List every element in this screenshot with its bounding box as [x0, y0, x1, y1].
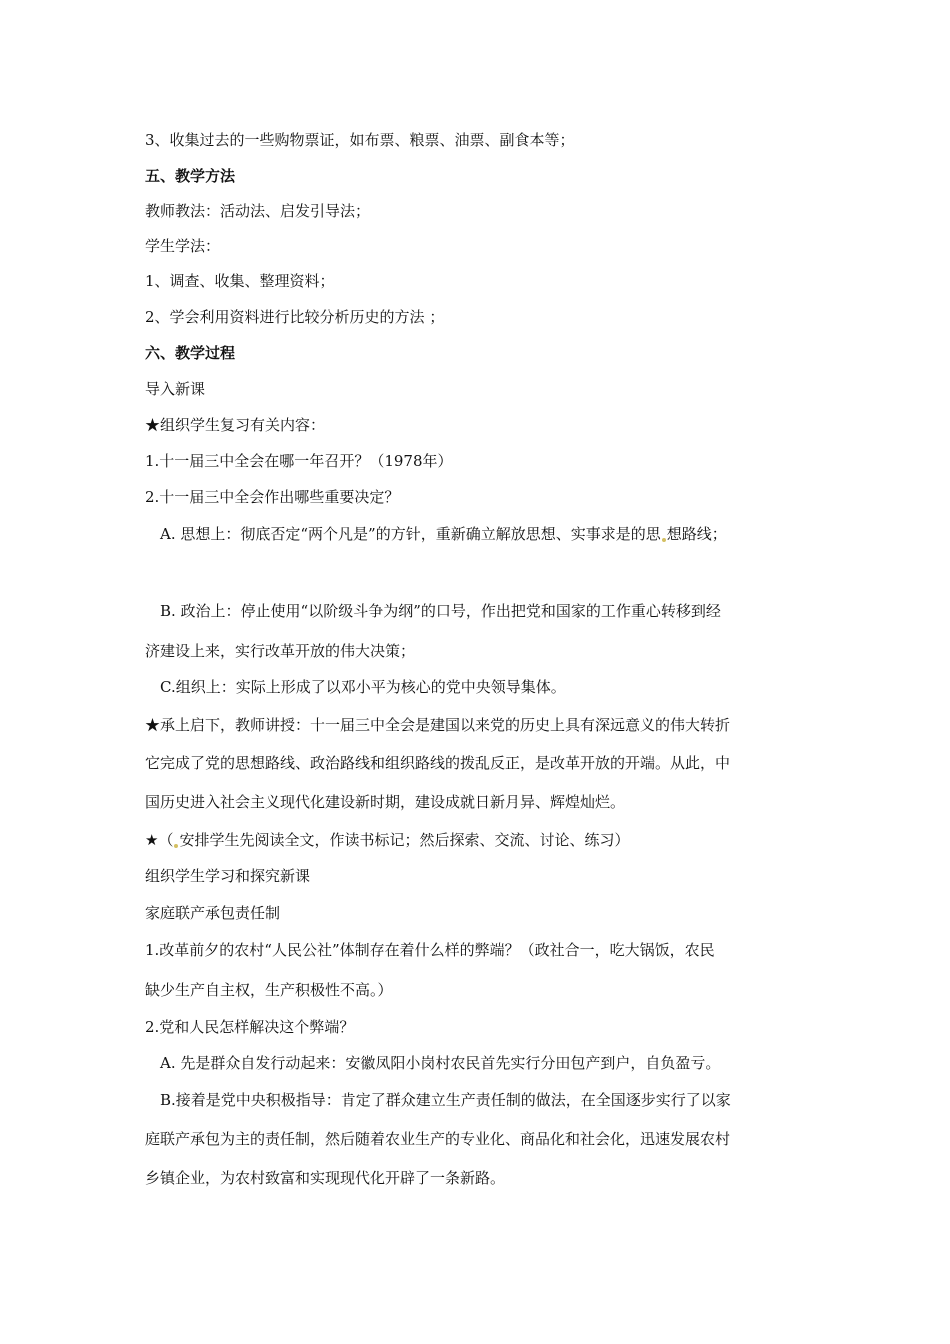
answer-b-cont-2: 乡镇企业，为农村致富和实现现代化开辟了一条新路。	[145, 1169, 506, 1187]
decision-a-text-end: 想路线；	[666, 525, 727, 543]
decision-a	[160, 524, 727, 544]
question-2: 2.十一届三中全会作出哪些重要决定？	[145, 488, 400, 506]
activity-note-star: ★（	[145, 831, 174, 849]
new-lesson-heading: 组织学生学习和探究新课	[145, 867, 311, 885]
transition-para: ★承上启下，教师讲授：十一届三中全会是建国以来党的历史上具有深远意义的伟大转折	[145, 716, 731, 734]
lesson-question-1-cont: 缺少生产自主权，生产积极性不高。）	[145, 981, 393, 999]
ink-dot-mark	[174, 844, 178, 848]
answer-b: B.接着是党中央积极指导：肯定了群众建立生产责任制的做法，在全国逐步实行了以家	[160, 1091, 731, 1109]
prep-item-3: 3、收集过去的一些购物票证，如布票、粮票、油票、副食本等；	[145, 131, 575, 149]
transition-para-2: 它完成了党的思想路线、政治路线和组织路线的拨乱反正，是改革开放的开端。从此，中	[145, 754, 731, 772]
decision-b-cont: 济建设上来，实行改革开放的伟大决策；	[145, 642, 416, 660]
decision-a-text: A. 思想上：彻底否定“两个凡是”的方针，重新确立解放思想、实事求是的思	[160, 525, 661, 543]
topic-heading: 家庭联产承包责任制	[145, 904, 281, 922]
lesson-question-2: 2.党和人民怎样解决这个弊端？	[145, 1018, 355, 1036]
teacher-method: 教师教法：活动法、启发引导法；	[145, 202, 371, 220]
student-method-1: 1、调查、收集、整理资料；	[145, 272, 335, 290]
ink-dot-mark	[662, 538, 666, 542]
answer-a: A. 先是群众自发行动起来：安徽凤阳小岗村农民首先实行分田包产到户，自负盈亏。	[160, 1054, 721, 1072]
review-prompt: ★组织学生复习有关内容：	[145, 416, 326, 434]
section-heading-process: 六、教学过程	[145, 344, 236, 362]
question-1: 1.十一届三中全会在哪一年召开？（1978年）	[145, 452, 453, 470]
transition-para-3: 国历史进入社会主义现代化建设新时期，建设成就日新月异、辉煌灿烂。	[145, 793, 626, 811]
intro-heading: 导入新课	[145, 380, 206, 398]
decision-b: B. 政治上：停止使用“以阶级斗争为纲”的口号，作出把党和国家的工作重心转移到经	[160, 602, 721, 620]
section-heading-methods: 五、教学方法	[145, 167, 236, 185]
activity-note	[145, 830, 629, 850]
lesson-question-1: 1.改革前夕的农村“人民公社”体制存在着什么样的弊端？（政社合一，吃大锅饭，农民	[145, 941, 715, 959]
student-method-label: 学生学法：	[145, 237, 221, 255]
answer-b-cont: 庭联产承包为主的责任制，然后随着农业生产的专业化、商品化和社会化，迅速发展农村	[145, 1130, 731, 1148]
student-method-2: 2、学会利用资料进行比较分析历史的方法 ；	[145, 308, 445, 326]
activity-note-text: 安排学生先阅读全文，作读书标记；然后探索、交流、讨论、练习）	[179, 831, 630, 849]
decision-c: C.组织上：实际上形成了以邓小平为核心的党中央领导集体。	[160, 678, 566, 696]
